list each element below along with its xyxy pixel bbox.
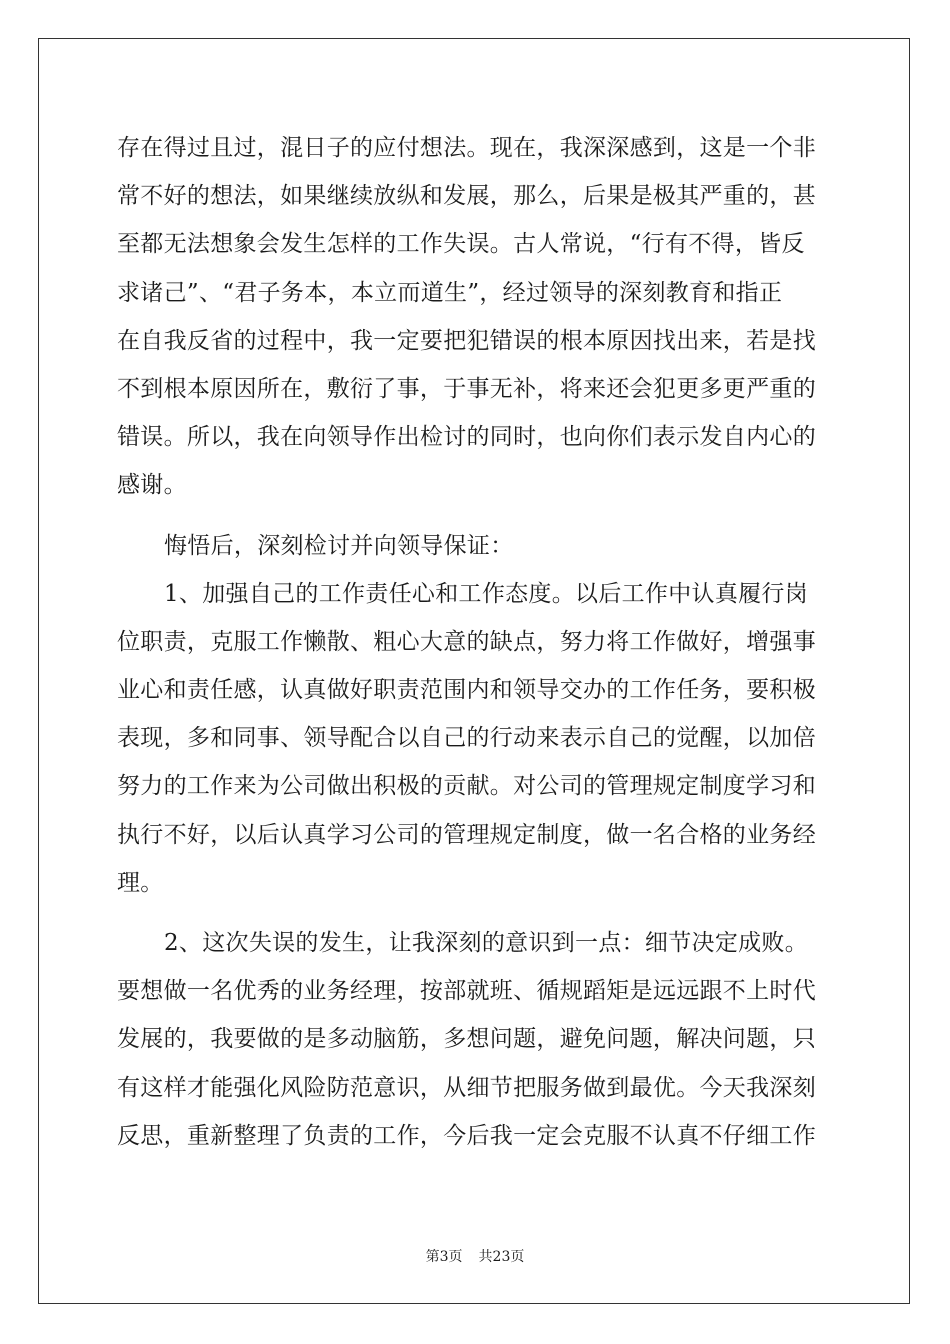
text-line: 不到根本原因所在，敷衍了事，于事无补，将来还会犯更多更严重的 xyxy=(117,375,816,402)
text-line: 2、这次失误的发生，让我深刻的意识到一点：细节决定成败。 xyxy=(164,930,809,956)
text-line: 1、加强自己的工作责任心和工作态度。以后工作中认真履行岗 xyxy=(164,580,809,607)
text-line: 常不好的想法，如果继续放纵和发展，那么，后果是极其严重的，甚 xyxy=(117,183,816,210)
text-line: 在自我反省的过程中，我一定要把犯错误的根本原因找出来，若是找 xyxy=(117,327,816,354)
text-line: 有这样才能强化风险防范意识，从细节把服务做到最优。今天我深刻 xyxy=(117,1074,816,1101)
text-line: 位职责，克服工作懒散、粗心大意的缺点，努力将工作做好，增强事 xyxy=(117,628,816,655)
text-line: 要想做一名优秀的业务经理，按部就班、循规蹈矩是远远跟不上时代 xyxy=(117,978,816,1005)
paragraph-2 xyxy=(117,522,835,570)
text-line: 理。 xyxy=(117,869,164,896)
text-line: 求诸己”、“君子务本，本立而道生”，经过领导的深刻教育和指正 xyxy=(117,279,783,306)
paragraph-3 xyxy=(117,570,835,907)
page-footer xyxy=(0,1246,950,1266)
text-line: 表现，多和同事、领导配合以自己的行动来表示自己的觉醒，以加倍 xyxy=(117,725,816,752)
text-line: 感谢。 xyxy=(117,472,187,499)
text-line: 至都无法想象会发生怎样的工作失误。古人常说，“行有不得，皆反 xyxy=(117,231,805,258)
text-line: 发展的，我要做的是多动脑筋，多想问题，避免问题，解决问题，只 xyxy=(117,1026,816,1053)
page-total: 共23页 xyxy=(478,1249,525,1265)
text-line: 存在得过且过，混日子的应付想法。现在，我深深感到，这是一个非 xyxy=(117,135,816,161)
text-line: 执行不好，以后认真学习公司的管理规定制度，做一名合格的业务经 xyxy=(117,821,816,848)
text-line: 反思，重新整理了负责的工作，今后我一定会克服不认真不仔细工作 xyxy=(117,1122,816,1149)
document-body xyxy=(117,124,835,1160)
text-line: 错误。所以，我在向领导作出检讨的同时，也向你们表示发自内心的 xyxy=(117,424,816,451)
text-line: 悔悟后，深刻检讨并向领导保证： xyxy=(164,532,514,559)
paragraph-1 xyxy=(117,124,835,510)
text-line: 努力的工作来为公司做出积极的贡献。对公司的管理规定制度学习和 xyxy=(117,773,816,800)
page-number: 第3页 xyxy=(425,1249,463,1265)
paragraph-4 xyxy=(117,919,835,1160)
text-line: 业心和责任感，认真做好职责范围内和领导交办的工作任务，要积极 xyxy=(117,677,816,704)
